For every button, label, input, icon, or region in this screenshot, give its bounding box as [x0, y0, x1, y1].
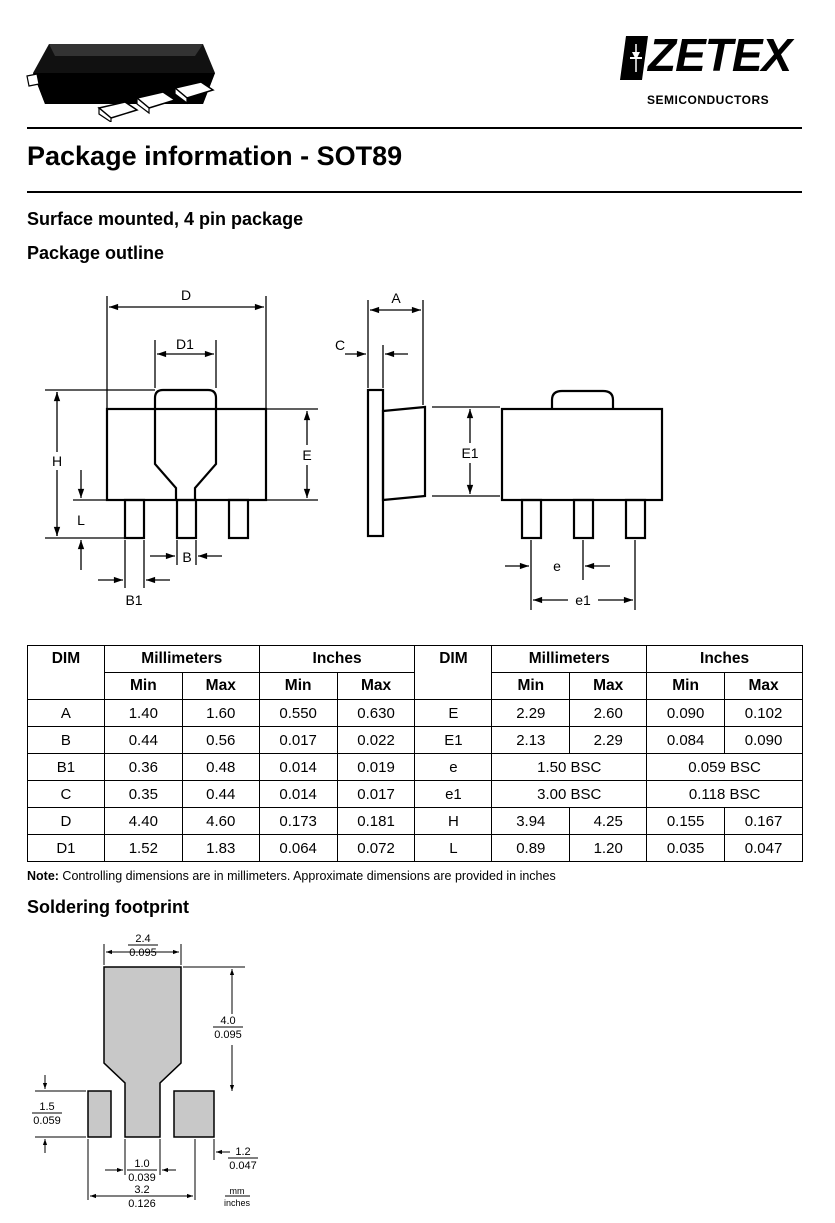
header-max: Max [182, 673, 259, 700]
table-cell: 0.022 [337, 727, 415, 754]
header-in-right: Inches [647, 646, 803, 673]
table-cell: 2.29 [570, 727, 647, 754]
table-row [28, 781, 803, 808]
table-cell: 3.00 BSC [492, 781, 647, 808]
table-note [27, 869, 556, 883]
page-title: Package information - SOT89 [27, 141, 403, 171]
table-row [28, 754, 803, 781]
table-cell: 0.017 [259, 727, 337, 754]
header-in-left: Inches [259, 646, 415, 673]
dim-label-E1: E1 [461, 445, 479, 461]
table-row [28, 727, 803, 754]
fp-gap-in: 0.039 [128, 1172, 156, 1184]
table-cell: 0.118 BSC [647, 781, 803, 808]
table-cell: 0.035 [647, 835, 725, 862]
table-cell: 0.173 [259, 808, 337, 835]
table-cell: 0.550 [259, 700, 337, 727]
header-max: Max [570, 673, 647, 700]
header-rule-top [27, 127, 802, 129]
footprint-pads [88, 967, 214, 1137]
table-row [28, 808, 803, 835]
table-cell: B1 [28, 754, 105, 781]
table-cell: 0.017 [337, 781, 415, 808]
side-view [368, 390, 425, 536]
table-cell: B [28, 727, 105, 754]
table-cell: 2.29 [492, 700, 570, 727]
dim-label-D: D [180, 287, 192, 303]
fp-pad-width-mm: 1.2 [235, 1146, 251, 1158]
table-row [28, 700, 803, 727]
zetex-logo [620, 29, 805, 110]
table-cell: H [415, 808, 492, 835]
table-cell: D [28, 808, 105, 835]
table-cell: 0.167 [725, 808, 803, 835]
table-cell: 1.83 [182, 835, 259, 862]
table-cell: 0.181 [337, 808, 415, 835]
table-cell: 4.40 [104, 808, 182, 835]
table-cell: 0.014 [259, 781, 337, 808]
front-view [502, 391, 662, 538]
table-cell: 0.155 [647, 808, 725, 835]
soldering-footprint-drawing [0, 925, 300, 1215]
table-cell: 0.36 [104, 754, 182, 781]
fp-span-in: 0.126 [128, 1198, 156, 1210]
table-cell: 0.084 [647, 727, 725, 754]
package-outline-drawing [0, 280, 835, 620]
table-cell: 1.40 [104, 700, 182, 727]
logo-mark-icon [620, 36, 648, 80]
collector-pad [104, 967, 181, 1137]
dimensions-table [27, 645, 803, 862]
dim-label-B: B [182, 549, 192, 565]
table-cell: e1 [415, 781, 492, 808]
table-cell: 0.44 [104, 727, 182, 754]
header-min: Min [104, 673, 182, 700]
header-max: Max [725, 673, 803, 700]
table-cell: 0.102 [725, 700, 803, 727]
dim-label-H: H [51, 453, 63, 469]
table-cell: E1 [415, 727, 492, 754]
header-max: Max [337, 673, 415, 700]
header-min: Min [492, 673, 570, 700]
table-cell: 0.630 [337, 700, 415, 727]
table-cell: 0.072 [337, 835, 415, 862]
fp-legend-in: inches [223, 1198, 251, 1208]
fp-width-mm: 2.4 [135, 933, 151, 945]
fp-legend-mm: mm [229, 1186, 245, 1196]
table-cell: D1 [28, 835, 105, 862]
emitter-pad [174, 1091, 214, 1137]
table-cell: C [28, 781, 105, 808]
dim-label-D1: D1 [176, 336, 194, 352]
footprint-heading: Soldering footprint [27, 897, 189, 917]
dim-label-C: C [334, 337, 346, 353]
table-cell: 2.13 [492, 727, 570, 754]
fp-pad-width-in: 0.047 [229, 1160, 257, 1172]
header-mm-left: Millimeters [104, 646, 259, 673]
table-cell: 0.48 [182, 754, 259, 781]
logo-subtitle: SEMICONDUCTORS [647, 93, 770, 107]
dim-label-e1: e1 [575, 592, 591, 608]
package-subtitle: Surface mounted, 4 pin package [27, 209, 304, 229]
dim-label-e: e [553, 558, 561, 574]
table-cell: 0.047 [725, 835, 803, 862]
table-cell: E [415, 700, 492, 727]
header-mm-right: Millimeters [492, 646, 647, 673]
outline-heading: Package outline [27, 243, 165, 263]
table-cell: 0.090 [725, 727, 803, 754]
table-header-row [28, 646, 803, 673]
dim-label-L: L [77, 512, 85, 528]
fp-gap-mm: 1.0 [134, 1158, 150, 1170]
dim-label-B1: B1 [125, 592, 143, 608]
table-cell: 4.25 [570, 808, 647, 835]
base-pad [88, 1091, 111, 1137]
top-view [107, 390, 266, 538]
fp-pad-height-mm: 1.5 [39, 1101, 55, 1113]
fp-span-mm: 3.2 [134, 1184, 150, 1196]
table-cell: 2.60 [570, 700, 647, 727]
dim-label-E: E [302, 447, 312, 463]
table-cell: 0.35 [104, 781, 182, 808]
table-cell: 1.50 BSC [492, 754, 647, 781]
fp-width-in: 0.095 [129, 947, 157, 959]
table-cell: 0.44 [182, 781, 259, 808]
table-cell: 1.20 [570, 835, 647, 862]
table-cell: 0.064 [259, 835, 337, 862]
header-rule-bottom [27, 191, 802, 193]
fp-height-mm: 4.0 [220, 1015, 236, 1027]
logo-wordmark: ZETEX [648, 29, 792, 81]
table-cell: 0.56 [182, 727, 259, 754]
table-cell: 0.89 [492, 835, 570, 862]
header-min: Min [647, 673, 725, 700]
fp-pad-height-in: 0.059 [33, 1115, 61, 1127]
note-text: Controlling dimensions are in millimeters. Approximate dimensions are provided in inches [58, 869, 556, 883]
table-cell: 0.059 BSC [647, 754, 803, 781]
package-3d-illustration [25, 38, 220, 122]
fp-height-in: 0.095 [214, 1029, 242, 1041]
table-cell: 4.60 [182, 808, 259, 835]
table-cell: 1.52 [104, 835, 182, 862]
header-min: Min [259, 673, 337, 700]
table-cell: 0.090 [647, 700, 725, 727]
table-cell: 1.60 [182, 700, 259, 727]
table-cell: L [415, 835, 492, 862]
note-label: Note: [27, 869, 59, 883]
table-cell: A [28, 700, 105, 727]
header-dim-right: DIM [415, 646, 492, 700]
table-row [28, 835, 803, 862]
table-cell: e [415, 754, 492, 781]
table-cell: 0.019 [337, 754, 415, 781]
dim-label-A: A [391, 290, 401, 306]
table-cell: 0.014 [259, 754, 337, 781]
table-cell: 3.94 [492, 808, 570, 835]
header-dim-left: DIM [28, 646, 105, 700]
